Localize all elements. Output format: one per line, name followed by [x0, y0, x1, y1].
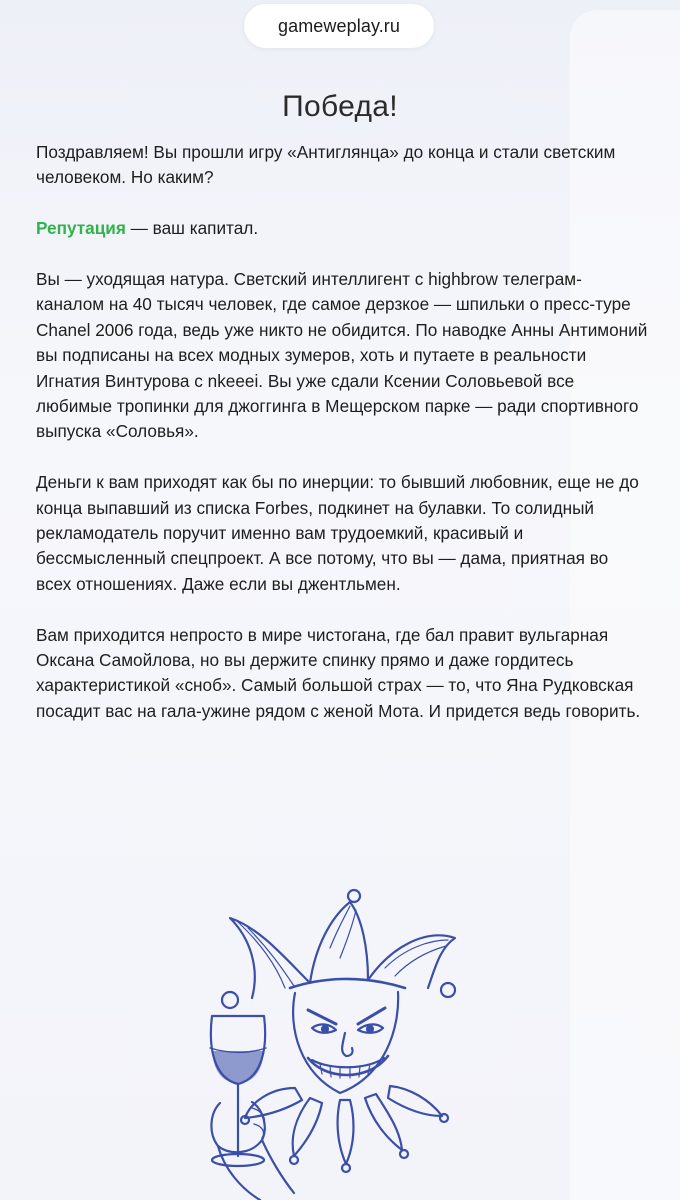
reputation-line: [36, 216, 648, 241]
intro-paragraph: Поздравляем! Вы прошли игру «Антиглянца» до конца и стали светским человеком. Но каким?: [36, 142, 616, 188]
description-paragraph-2: Деньги к вам приходят как бы по инерции: то бывший любовник, еще не до конца выпавший из списка Forbes, подкинет на булавки. То солидный рекламодатель поручит именно вам трудоемкий, красивый и бессмысленный спецпроект. А все потому, что вы — дама, приятная во всех отношениях. Даже если вы джентльмен.: [36, 472, 639, 594]
hat-horn-center: [310, 902, 368, 983]
address-bar[interactable]: [244, 4, 434, 48]
description-paragraph-3: Вам приходится непросто в мире чистогана, где бал правит вульгарная Оксана Самойлова, но вы держите спинку прямо и даже гордитесь характеристикой «сноб». Самый большой страх — то, что Яна Рудковская посадит вас на гала-ужине рядом с женой Мота. И придется ведь говорить.: [36, 624, 641, 721]
reputation-label: Репутация: [36, 218, 126, 239]
bell-top: [348, 890, 360, 902]
reputation-rest: — ваш капитал.: [125, 218, 259, 239]
description-paragraph-1: Вы — уходящая натура. Светский интеллигент с highbrow телеграм-каналом на 40 тысяч человек, где самое дерзкое — шпильки о пресс-туре Chanel 2006 года, ведь уже никто не обидится. По наводке Анны Антимоний вы подписаны на всех модных зумеров, хоть и путаете в реальности Игнатия Винтурова с nkeeei. Вы уже сдали Ксении Соловьевой все любимые тропинки для джоггинга в Мещерском парке — ради спортивного выпуска «Соловья».: [36, 269, 648, 442]
result-text: [36, 140, 648, 750]
face-outline: [293, 992, 398, 1093]
bell-left: [222, 992, 238, 1008]
jester-with-wine-glass-icon: [190, 888, 490, 1200]
address-bar-url: gameweplay.ru: [277, 15, 401, 36]
bell-right: [441, 983, 455, 997]
page-title: Победа!: [282, 90, 398, 124]
